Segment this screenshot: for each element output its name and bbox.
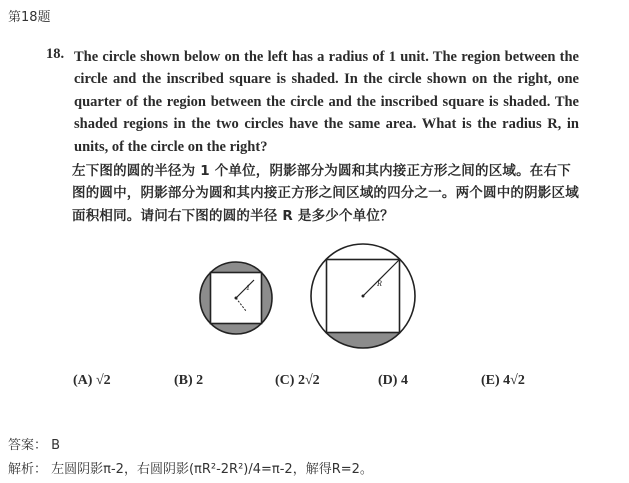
left-center-dot — [235, 297, 238, 300]
left-circle-diagram — [200, 262, 272, 334]
right-radius-line — [363, 260, 399, 296]
choice-d — [378, 373, 408, 389]
explanation-text: 左圆阴影π-2，右圆阴影(πR²-2R²)/4=π-2，解得R=2。 — [51, 462, 373, 477]
answer-label: 答案： — [8, 438, 48, 453]
choice-b — [174, 373, 203, 389]
answer-line — [8, 434, 60, 453]
choice-e-value: 4√2 — [503, 373, 525, 388]
choice-a-value: √2 — [95, 373, 111, 388]
choice-d-value: 4 — [400, 373, 408, 388]
choice-d-label: (D) — [378, 373, 398, 388]
question-chinese-text: 左下图的圆的半径为 1 个单位，阴影部分为圆和其内接正方形之间的区域。在右下图的圆中，阴影部分为圆和其内接正方形之间区域的四分之一。两个圆中的阴影区域面积相同。请问右下图的圆的半径 R 是多少个单位？ — [72, 163, 579, 224]
choice-a-label: (A) — [73, 373, 93, 388]
explanation-label: 解析： — [8, 462, 48, 477]
choice-e — [481, 373, 525, 389]
right-center-dot — [362, 295, 365, 298]
circles-figure — [196, 240, 426, 365]
question-english-text: The circle shown below on the left has a radius of 1 unit. The region between the circle and the inscribed square is shaded. In the circle shown on the right, one quarter of the region between the circle and the inscribed square is shaded. The shaded regions in the two circles have the same area. What is the radius R, in units, of the circle on the right? — [74, 49, 579, 155]
left-radius-label: 1 — [246, 283, 250, 292]
choice-b-label: (B) — [174, 373, 193, 388]
explanation-line — [8, 458, 373, 477]
problem-title: 第18题 — [8, 10, 51, 25]
answer-value: B — [51, 438, 61, 453]
choice-c-value: 2√2 — [297, 373, 320, 388]
choice-a — [73, 373, 111, 389]
choice-c-label: (C) — [275, 373, 295, 388]
right-radius-label: R — [377, 279, 382, 288]
choice-e-label: (E) — [481, 373, 500, 388]
right-circle-diagram — [311, 244, 415, 352]
choice-b-value: 2 — [196, 373, 204, 388]
choice-c — [275, 373, 320, 389]
question-number: 18. — [46, 46, 65, 62]
